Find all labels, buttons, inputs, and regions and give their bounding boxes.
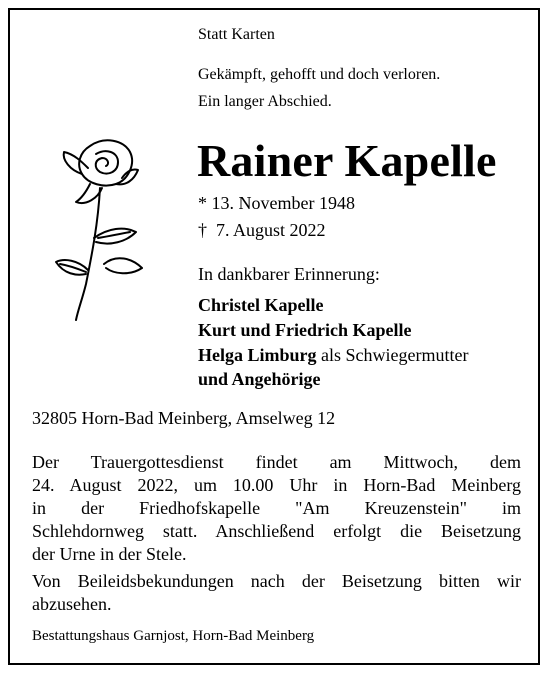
condolence-line-1: Von Beileidsbekundungen nach der Beisetzung bitten wir xyxy=(32,571,521,591)
address: 32805 Horn-Bad Meinberg, Amselweg 12 xyxy=(32,408,336,428)
mourner-line-2: Kurt und Friedrich Kapelle xyxy=(198,320,412,340)
condolence-line-2: abzusehen. xyxy=(32,594,112,614)
service-line-4: Schlehdornweg statt. Anschließend erfolgt die Beisetzung xyxy=(32,521,521,541)
rose-icon xyxy=(52,134,152,324)
death-date: 7. August 2022 xyxy=(216,220,326,240)
service-line-2: 24. August 2022, um 10.00 Uhr in Horn-Bad Meinberg xyxy=(32,475,521,495)
mourner-line-3-suffix: als Schwiegermutter xyxy=(321,345,469,365)
service-line-3: in der Friedhofskapelle "Am Kreuzenstein" im xyxy=(32,498,521,518)
mourners-intro: In dankbarer Erinnerung: xyxy=(198,264,380,284)
motto-line-1: Gekämpft, gehofft und doch verloren. xyxy=(198,66,441,83)
death-line xyxy=(198,220,326,241)
cross-symbol: † xyxy=(198,220,207,240)
deceased-name: Rainer Kapelle xyxy=(197,135,497,186)
motto-line-2: Ein langer Abschied. xyxy=(198,93,332,110)
mourner-line-4: und Angehörige xyxy=(198,369,321,389)
mourner-line-3-name: Helga Limburg xyxy=(198,345,317,365)
mourner-line-3 xyxy=(198,345,468,366)
mourner-line-1: Christel Kapelle xyxy=(198,295,324,315)
service-line-1: Der Trauergottesdienst findet am Mittwoch, dem xyxy=(32,452,521,472)
birth-date: * 13. November 1948 xyxy=(198,193,355,213)
funeral-home: Bestattungshaus Garnjost, Horn-Bad Meinberg xyxy=(32,628,315,644)
service-line-5: der Urne in der Stele. xyxy=(32,544,187,564)
statt-karten-text: Statt Karten xyxy=(198,26,275,43)
